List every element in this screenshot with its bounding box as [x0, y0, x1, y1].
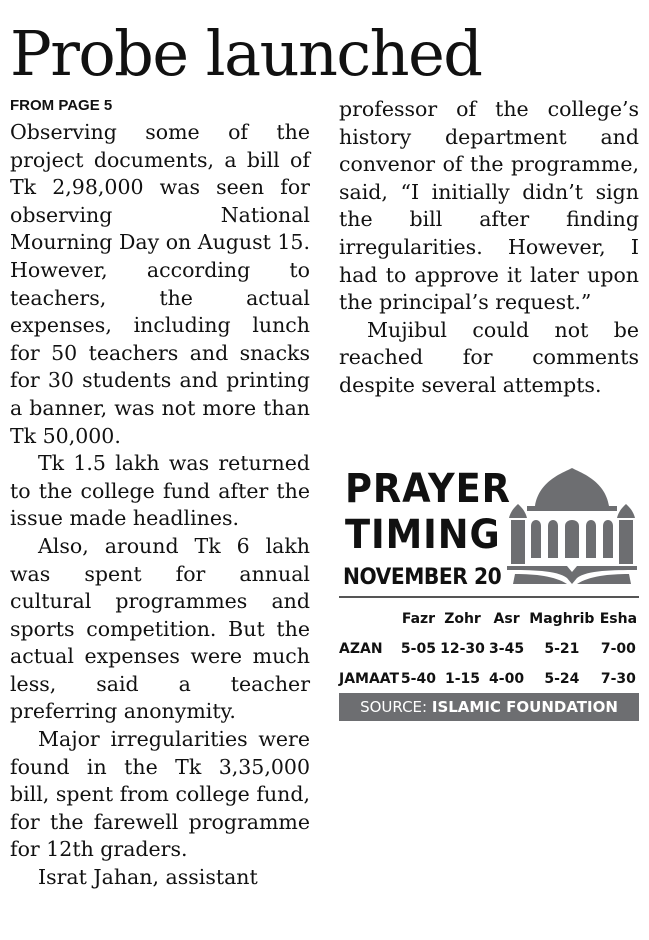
table-header-row [339, 604, 639, 634]
table-row-jamaat [339, 664, 639, 694]
paragraph: professor of the college’s history department and convenor of the programme, said, “I initially didn’t sign the bill after finding irregularities. However, I had to approve it later upon the principal’s request.” [339, 97, 639, 315]
table-cell: 7-30 [600, 671, 636, 687]
paragraph: Israt Jahan, assistant [38, 865, 258, 890]
row-label: JAMAAT [339, 671, 400, 687]
table-cell: 7-00 [600, 641, 636, 657]
table-cell: 5-24 [544, 671, 580, 687]
header-maghrib: Maghrib [529, 611, 595, 627]
header-fazr: Fazr [401, 611, 436, 627]
table-cell: 3-45 [489, 641, 525, 657]
prayer-title [345, 466, 511, 558]
table-row-azan [339, 634, 639, 664]
header-esha: Esha [599, 611, 638, 627]
paragraph: Also, around Tk 6 lakh was spent for annual cultural programmes and sports competition. But the actual expenses were much less, said a teacher preferring anonymity. [10, 533, 310, 724]
table-cell: 1-15 [444, 671, 481, 687]
header-zohr: Zohr [444, 611, 481, 627]
table-cell: 5-40 [400, 671, 436, 687]
headline: Probe launched [10, 17, 482, 90]
article-column-1 [10, 119, 310, 892]
paragraph: Mujibul could not be reached for comments despite several attempts. [339, 317, 639, 397]
table-cell: 5-21 [544, 641, 580, 657]
article-column-2 [339, 96, 639, 400]
paragraph: Tk 1.5 lakh was returned to the college fund after the issue made headlines. [10, 451, 310, 531]
source-bar [339, 693, 639, 721]
paragraph: Observing some of the project documents, a bill of Tk 2,98,000 was seen for observing National Mourning Day on August 15. However, according to teachers, the actual expenses, including lunch for 50 teachers and snacks for 30 students and printing a banner, was not more than Tk 50,000. [10, 120, 310, 448]
source-name: ISLAMIC FOUNDATION [431, 698, 618, 716]
paragraph: Major irregularities were found in the Tk 3,35,000 bill, spent from college fund, for the farewell programme for 12th graders. [10, 727, 310, 862]
prayer-title-line-2: TIMING [345, 512, 501, 558]
prayer-table [339, 604, 639, 694]
source-label: SOURCE: [360, 698, 432, 716]
prayer-title-line-1: PRAYER [345, 466, 511, 512]
prayer-timing-box [339, 466, 639, 726]
header-asr: Asr [493, 611, 520, 627]
mosque-icon [505, 466, 639, 584]
table-rule [339, 596, 639, 598]
header-blank [339, 604, 399, 634]
prayer-date: NOVEMBER 20 [343, 565, 502, 590]
row-label: AZAN [339, 641, 383, 657]
table-cell: 4-00 [489, 671, 525, 687]
dateline: FROM PAGE 5 [10, 97, 113, 114]
table-cell: 5-05 [400, 641, 436, 657]
table-cell: 12-30 [440, 641, 485, 657]
